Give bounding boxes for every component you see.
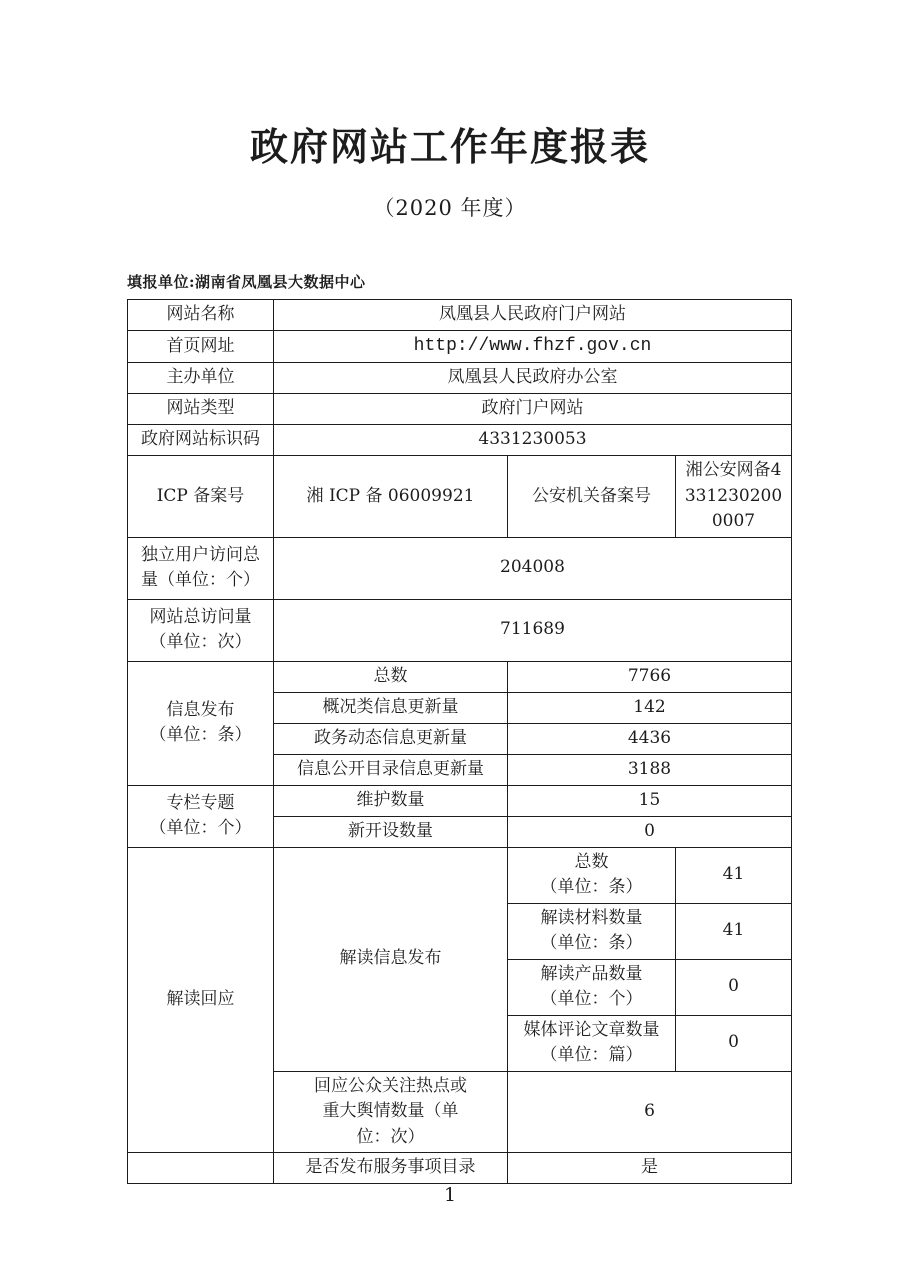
media-comments-unit: （单位：篇） [540,1045,643,1065]
site-type-label: 网站类型 [128,394,274,425]
interpretation-materials-value: 41 [676,903,792,959]
page-subtitle: （2020 年度） [373,196,527,220]
table-row [128,300,792,331]
table-row [128,394,792,425]
table-row [128,661,792,692]
media-comments-value: 0 [676,1015,792,1071]
unique-visitors-label: 独立用户访问总量（单位：个） [128,537,274,599]
interpretation-publish-label: 解读信息发布 [274,847,508,1071]
empty-cell [128,1153,274,1184]
interpretation-total-label [508,847,676,903]
interpretation-total-text: 总数 [574,851,609,872]
overview-updates-label: 概况类信息更新量 [274,692,508,723]
interpretation-materials-text: 解读材料数量 [540,907,643,928]
interpretation-materials-label [508,903,676,959]
overview-updates-value: 142 [508,692,792,723]
table-row [128,537,792,599]
info-publish-total-value: 7766 [508,661,792,692]
gov-news-updates-value: 4436 [508,723,792,754]
table-row [128,425,792,456]
table-row [128,847,792,903]
organizer-label: 主办单位 [128,363,274,394]
organizer-value: 凤凰县人民政府办公室 [274,363,792,394]
info-publish-group-label [128,661,274,785]
special-columns-group-unit: （单位：个） [149,818,252,838]
interpretation-group-label: 解读回应 [128,847,274,1153]
open-catalog-updates-label: 信息公开目录信息更新量 [274,754,508,785]
table-row [128,599,792,661]
interpretation-products-unit: （单位：个） [540,989,643,1009]
annual-report-table [127,299,792,1184]
reporting-unit-label: 填报单位:湖南省凤凰县大数据中心 [127,273,366,291]
site-code-value: 4331230053 [274,425,792,456]
interpretation-products-label [508,959,676,1015]
media-comments-label [508,1015,676,1071]
service-catalog-value: 是 [508,1153,792,1184]
service-catalog-label: 是否发布服务事项目录 [274,1153,508,1184]
table-row [128,363,792,394]
table-row [128,331,792,363]
interpretation-products-text: 解读产品数量 [540,963,643,984]
table-row [128,1153,792,1184]
police-record-value: 湘公安网备43312302000007 [676,456,792,538]
table-row [128,456,792,538]
hot-response-label [274,1071,508,1153]
interpretation-materials-unit: （单位：条） [540,933,643,953]
maintained-count-label: 维护数量 [274,785,508,816]
open-catalog-updates-value: 3188 [508,754,792,785]
interpretation-products-value: 0 [676,959,792,1015]
hot-response-text: 回应公众关注热点或重大舆情数量（单位：次） [314,1075,467,1147]
site-name-value: 凤凰县人民政府门户网站 [274,300,792,331]
police-record-label: 公安机关备案号 [508,456,676,538]
gov-news-updates-label: 政务动态信息更新量 [274,723,508,754]
interpretation-total-unit: （单位：条） [540,877,643,897]
new-opened-count-label: 新开设数量 [274,816,508,847]
icp-label: ICP 备案号 [128,456,274,538]
total-visits-value: 711689 [274,599,792,661]
hot-response-value: 6 [508,1071,792,1153]
page-number: 1 [443,1184,457,1206]
homepage-url-value: http://www.fhzf.gov.cn [274,331,792,363]
site-name-label: 网站名称 [128,300,274,331]
site-code-label: 政府网站标识码 [128,425,274,456]
page-title: 政府网站工作年度报表 [249,125,650,169]
info-publish-group-text: 信息发布 [166,699,235,720]
unique-visitors-value: 204008 [274,537,792,599]
maintained-count-value: 15 [508,785,792,816]
info-publish-group-unit: （单位：条） [149,725,252,745]
special-columns-group-text: 专栏专题 [166,792,235,813]
table-row [128,785,792,816]
special-columns-group-label [128,785,274,847]
site-type-value: 政府门户网站 [274,394,792,425]
media-comments-text: 媒体评论文章数量 [523,1019,660,1040]
total-visits-label: 网站总访问量（单位：次） [128,599,274,661]
interpretation-total-value: 41 [676,847,792,903]
homepage-url-label: 首页网址 [128,331,274,363]
info-publish-total-label: 总数 [274,661,508,692]
icp-value: 湘 ICP 备 06009921 [274,456,508,538]
new-opened-count-value: 0 [508,816,792,847]
